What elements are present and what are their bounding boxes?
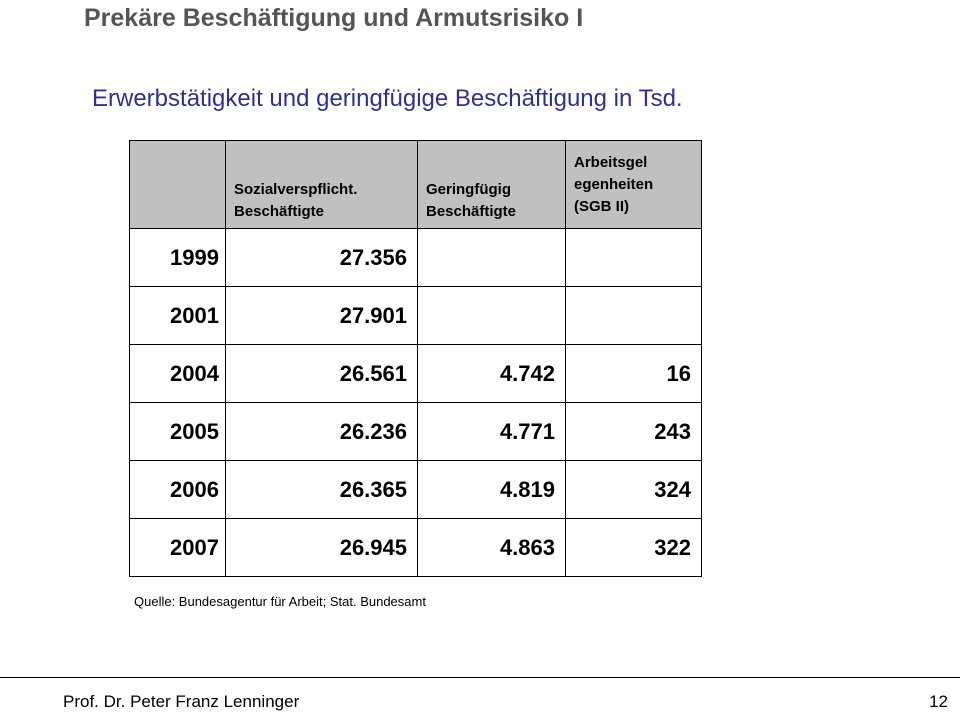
- gb-cell: 4.771: [418, 403, 566, 461]
- header-line: Beschäftigte: [426, 203, 517, 220]
- ag-cell: [566, 229, 702, 287]
- header-geringfuegig: [418, 141, 566, 229]
- source-note: Quelle: Bundesagentur für Arbeit; Stat. Bundesamt: [134, 594, 426, 609]
- ag-cell: [566, 287, 702, 345]
- table-row: [130, 345, 702, 403]
- year-cell: 2005: [130, 403, 226, 461]
- footer-divider: [0, 677, 960, 678]
- sv-cell: 26.945: [226, 519, 418, 577]
- header-arbeitsgelegenheiten: [566, 141, 702, 229]
- employment-table: [129, 140, 702, 577]
- header-line: egenheiten: [574, 175, 654, 193]
- header-line: (SGB II): [574, 197, 629, 215]
- table-row: [130, 229, 702, 287]
- sv-cell: 26.561: [226, 345, 418, 403]
- header-line: Beschäftigte: [234, 203, 325, 220]
- table-row: [130, 403, 702, 461]
- gb-cell: 4.742: [418, 345, 566, 403]
- year-cell: 1999: [130, 229, 226, 287]
- year-cell: 2001: [130, 287, 226, 345]
- gb-cell: 4.863: [418, 519, 566, 577]
- sv-cell: 27.901: [226, 287, 418, 345]
- header-sozialverspflicht: [226, 141, 418, 229]
- header-line: Sozialverspflicht.: [234, 181, 358, 198]
- sv-cell: 27.356: [226, 229, 418, 287]
- ag-cell: 243: [566, 403, 702, 461]
- year-cell: 2006: [130, 461, 226, 519]
- sv-cell: 26.236: [226, 403, 418, 461]
- ag-cell: 324: [566, 461, 702, 519]
- ag-cell: 16: [566, 345, 702, 403]
- year-cell: 2007: [130, 519, 226, 577]
- gb-cell: [418, 287, 566, 345]
- table-header-row: [130, 141, 702, 229]
- footer-author: Prof. Dr. Peter Franz Lenninger: [63, 692, 300, 711]
- gb-cell: 4.819: [418, 461, 566, 519]
- sv-cell: 26.365: [226, 461, 418, 519]
- table-row: [130, 287, 702, 345]
- header-line: Arbeitsgel: [574, 153, 648, 171]
- gb-cell: [418, 229, 566, 287]
- page-number: 12: [929, 692, 948, 711]
- table-row: [130, 461, 702, 519]
- slide-title: Prekäre Beschäftigung und Armutsrisiko I: [84, 4, 584, 32]
- year-cell: 2004: [130, 345, 226, 403]
- header-line: Geringfügig: [426, 181, 511, 198]
- table-row: [130, 519, 702, 577]
- slide-subtitle: Erwerbstätigkeit und geringfügige Beschäftigung in Tsd.: [92, 85, 683, 112]
- header-year: [130, 141, 226, 229]
- ag-cell: 322: [566, 519, 702, 577]
